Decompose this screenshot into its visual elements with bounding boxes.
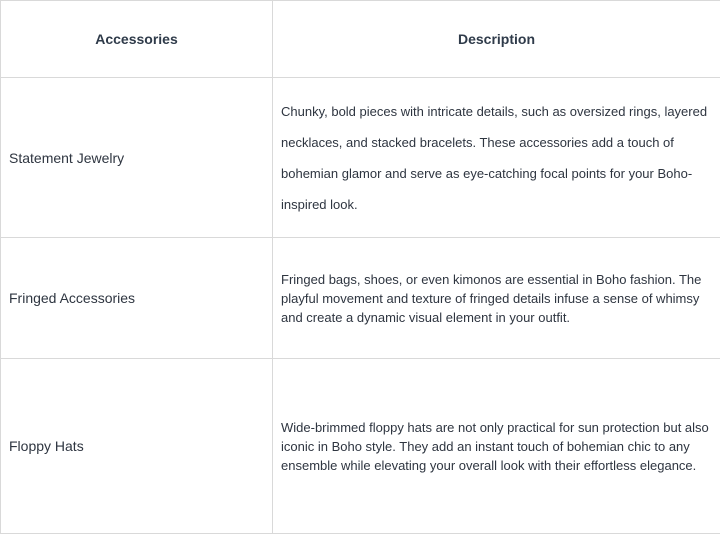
- description-text: Chunky, bold pieces with intricate details, such as oversized rings, layered necklaces, and stacked bracelets. These accessories add a touch of bohemian glamor and serve as eye-catching focal points for your Boho-inspired look.: [281, 103, 708, 212]
- accessory-name: Fringed Accessories: [1, 238, 273, 359]
- description-text: Fringed bags, shoes, or even kimonos are essential in Boho fashion. The playful movement and texture of fringed details infuse a sense of whimsy and create a dynamic visual element in your outfit.: [281, 271, 702, 325]
- accessory-description: [273, 78, 720, 238]
- accessory-name: Statement Jewelry: [1, 78, 273, 238]
- header-description: Description: [273, 1, 720, 78]
- table-header-row: [1, 1, 720, 78]
- accessory-description: [273, 359, 720, 534]
- table-row: [1, 238, 720, 359]
- accessory-name: Floppy Hats: [1, 359, 273, 534]
- header-accessories: Accessories: [1, 1, 273, 78]
- table-row: [1, 78, 720, 238]
- table-row: [1, 359, 720, 534]
- accessory-description: [273, 238, 720, 359]
- description-text: Wide-brimmed floppy hats are not only practical for sun protection but also iconic in Boho style. They add an instant touch of bohemian chic to any ensemble while elevating your overall look with their effortless elegance.: [281, 419, 709, 473]
